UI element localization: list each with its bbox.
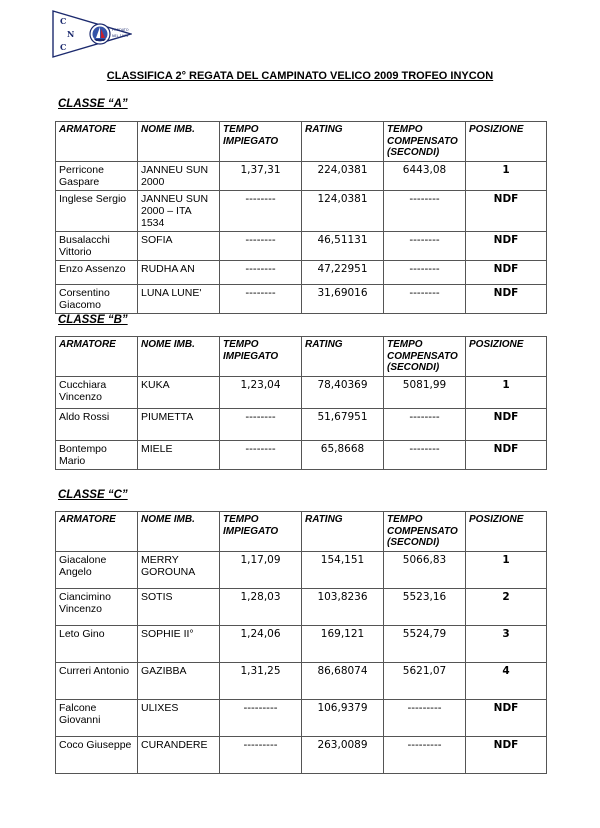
header-posizione: POSIZIONE (466, 337, 547, 377)
cell-tempo: 1,17,09 (220, 551, 302, 588)
header-tempo: TEMPO IMPIEGATO (220, 512, 302, 552)
cell-nome: LUNA LUNE' (138, 285, 220, 314)
cell-tempo: -------- (220, 261, 302, 285)
cell-armatore: Coco Giuseppe (56, 736, 138, 773)
header-tempo: TEMPO IMPIEGATO (220, 337, 302, 377)
cell-armatore: Cucchiara Vincenzo (56, 376, 138, 408)
cell-compensato: 5621,07 (384, 662, 466, 699)
cell-posizione: NDF (466, 232, 547, 261)
cell-armatore: Perricone Gaspare (56, 162, 138, 191)
cell-armatore: Enzo Assenzo (56, 261, 138, 285)
table-row (56, 625, 547, 662)
table-row (56, 440, 547, 469)
cell-compensato: 5081,99 (384, 376, 466, 408)
cell-tempo: -------- (220, 408, 302, 440)
logo-badge-line1: FONDATO (112, 28, 129, 32)
cell-compensato: -------- (384, 191, 466, 232)
cell-tempo: --------- (220, 736, 302, 773)
header-compensato: TEMPO COMPENSATO (SECONDI) (384, 512, 466, 552)
table-row (56, 191, 547, 232)
cell-rating: 78,40369 (302, 376, 384, 408)
table-row (56, 232, 547, 261)
cell-armatore: Aldo Rossi (56, 408, 138, 440)
header-compensato: TEMPO COMPENSATO (SECONDI) (384, 337, 466, 377)
header-tempo: TEMPO IMPIEGATO (220, 122, 302, 162)
header-compensato: TEMPO COMPENSATO (SECONDI) (384, 122, 466, 162)
cell-armatore: Giacalone Angelo (56, 551, 138, 588)
cell-tempo: -------- (220, 440, 302, 469)
header-rating: RATING (302, 122, 384, 162)
cell-tempo: 1,28,03 (220, 588, 302, 625)
cell-armatore: Bontempo Mario (56, 440, 138, 469)
cell-tempo: -------- (220, 285, 302, 314)
cell-rating: 224,0381 (302, 162, 384, 191)
cell-posizione: NDF (466, 440, 547, 469)
logo-letter-2: N (67, 29, 75, 39)
cell-rating: 103,8236 (302, 588, 384, 625)
cell-nome: JANNEU SUN 2000 (138, 162, 220, 191)
header-rating: RATING (302, 337, 384, 377)
cell-rating: 169,121 (302, 625, 384, 662)
header-posizione: POSIZIONE (466, 512, 547, 552)
cell-nome: JANNEU SUN 2000 – ITA 1534 (138, 191, 220, 232)
document-title: CLASSIFICA 2° REGATA DEL CAMPINATO VELICO 2009 TROFEO INYCON (106, 70, 494, 82)
cell-rating: 46,51131 (302, 232, 384, 261)
cell-posizione: 3 (466, 625, 547, 662)
cell-posizione: 4 (466, 662, 547, 699)
logo-letter-1: C (60, 16, 67, 26)
cell-rating: 51,67951 (302, 408, 384, 440)
cell-tempo: -------- (220, 232, 302, 261)
cell-tempo: 1,23,04 (220, 376, 302, 408)
cell-armatore: Busalacchi Vittorio (56, 232, 138, 261)
table-row (56, 662, 547, 699)
cell-posizione: 1 (466, 551, 547, 588)
cell-tempo: 1,24,06 (220, 625, 302, 662)
cell-posizione: NDF (466, 699, 547, 736)
cell-compensato: -------- (384, 261, 466, 285)
cell-rating: 47,22951 (302, 261, 384, 285)
header-nome: NOME IMB. (138, 122, 220, 162)
cell-nome: ULIXES (138, 699, 220, 736)
cell-compensato: 6443,08 (384, 162, 466, 191)
cell-nome: SOTIS (138, 588, 220, 625)
table-row (56, 261, 547, 285)
cell-compensato: 5524,79 (384, 625, 466, 662)
table-row (56, 699, 547, 736)
cell-armatore: Curreri Antonio (56, 662, 138, 699)
class-a-title: CLASSE “A” (58, 98, 128, 110)
cell-compensato: --------- (384, 699, 466, 736)
class-b-table (55, 336, 547, 470)
cell-nome: SOFIA (138, 232, 220, 261)
class-c-title: CLASSE “C” (58, 489, 128, 501)
logo-badge-line2: NEL 1975 (112, 34, 129, 38)
cell-posizione: 2 (466, 588, 547, 625)
cell-posizione: NDF (466, 736, 547, 773)
cell-nome: MERRY GOROUNA (138, 551, 220, 588)
cell-compensato: -------- (384, 408, 466, 440)
cell-tempo: 1,37,31 (220, 162, 302, 191)
cell-compensato: --------- (384, 736, 466, 773)
cell-rating: 106,9379 (302, 699, 384, 736)
header-armatore: ARMATORE (56, 512, 138, 552)
cell-armatore: Corsentino Giacomo (56, 285, 138, 314)
table-row (56, 736, 547, 773)
table-row (56, 285, 547, 314)
cell-nome: GAZIBBA (138, 662, 220, 699)
table-row (56, 588, 547, 625)
header-armatore: ARMATORE (56, 122, 138, 162)
class-b-title: CLASSE “B” (58, 314, 128, 326)
table-row (56, 376, 547, 408)
cell-armatore: Falcone Giovanni (56, 699, 138, 736)
cell-posizione: NDF (466, 408, 547, 440)
header-nome: NOME IMB. (138, 337, 220, 377)
cell-rating: 65,8668 (302, 440, 384, 469)
cell-armatore: Inglese Sergio (56, 191, 138, 232)
header-rating: RATING (302, 512, 384, 552)
cell-nome: KUKA (138, 376, 220, 408)
cell-tempo: 1,31,25 (220, 662, 302, 699)
cell-nome: CURANDERE (138, 736, 220, 773)
cell-tempo: --------- (220, 699, 302, 736)
club-pennant-icon (52, 10, 132, 58)
cell-compensato: -------- (384, 285, 466, 314)
club-logo (52, 10, 132, 58)
cell-posizione: NDF (466, 261, 547, 285)
cell-nome: RUDHA AN (138, 261, 220, 285)
cell-armatore: Ciancimino Vincenzo (56, 588, 138, 625)
header-armatore: ARMATORE (56, 337, 138, 377)
table-header-row (56, 337, 547, 377)
cell-tempo: -------- (220, 191, 302, 232)
cell-compensato: -------- (384, 232, 466, 261)
cell-posizione: NDF (466, 285, 547, 314)
table-row (56, 162, 547, 191)
cell-compensato: 5523,16 (384, 588, 466, 625)
cell-rating: 86,68074 (302, 662, 384, 699)
cell-posizione: 1 (466, 162, 547, 191)
cell-posizione: NDF (466, 191, 547, 232)
cell-rating: 263,0089 (302, 736, 384, 773)
table-row (56, 551, 547, 588)
cell-rating: 154,151 (302, 551, 384, 588)
header-nome: NOME IMB. (138, 512, 220, 552)
cell-nome: MIELE (138, 440, 220, 469)
cell-compensato: 5066,83 (384, 551, 466, 588)
cell-posizione: 1 (466, 376, 547, 408)
table-header-row (56, 512, 547, 552)
cell-nome: SOPHIE II° (138, 625, 220, 662)
class-a-table (55, 121, 547, 314)
logo-letter-3: C (60, 42, 67, 52)
cell-armatore: Leto Gino (56, 625, 138, 662)
header-posizione: POSIZIONE (466, 122, 547, 162)
cell-compensato: -------- (384, 440, 466, 469)
cell-rating: 31,69016 (302, 285, 384, 314)
class-c-table (55, 511, 547, 774)
cell-nome: PIUMETTA (138, 408, 220, 440)
table-header-row (56, 122, 547, 162)
table-row (56, 408, 547, 440)
cell-rating: 124,0381 (302, 191, 384, 232)
